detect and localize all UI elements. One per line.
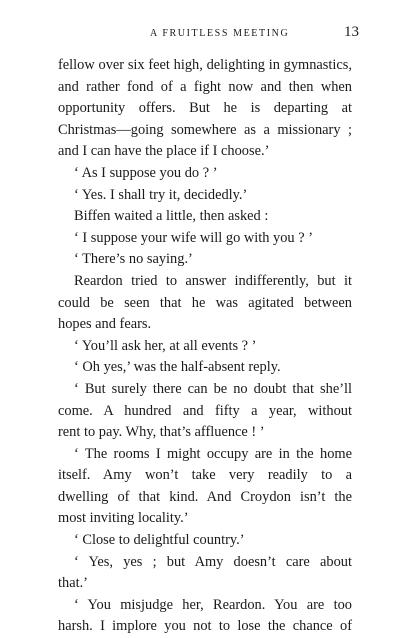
body-text [58,55,352,638]
text-line: rent to pay. Why, that’s affluence ! ’ [58,424,265,441]
text-line: dwelling of that kind. And Croydon isn’t the [58,488,352,505]
text-line: fellow over six feet high, delighting in gymnastics, [58,57,352,73]
page-number: 13 [344,24,359,40]
text-line: and rather fond of a fight now and then when [58,78,352,95]
text-line: ‘ You misjudge her, Reardon. You are too [74,596,352,613]
text-line: ‘ The rooms I might occupy are in the home [74,445,352,462]
text-line: ‘ Close to delightful country.’ [74,532,245,549]
text-line: Reardon tried to answer indifferently, but it [74,272,352,289]
text-line: opportunity offers. But he is departing at [58,100,352,117]
text-line: ‘ Oh yes,’ was the half-absent reply. [74,359,281,376]
text-line: Biffen waited a little, then asked : [74,208,269,225]
text-line: Christmas—going somewhere as a missionary ; [58,121,352,138]
text-line: itself. Amy won’t take very readily to a [58,467,352,484]
text-line: ‘ Yes. I shall try it, decidedly.’ [74,186,248,203]
text-line: ‘ I suppose your wife will go with you ? ’ [74,229,314,246]
text-line: ‘ There’s no saying.’ [74,251,193,268]
text-line: and I can have the place if I choose.’ [58,143,270,160]
text-line: ‘ Yes, yes ; but Amy doesn’t care about [74,553,352,570]
text-line: come. A hundred and fifty a year, without [58,402,352,419]
text-line: hopes and fears. [58,316,152,333]
text-line: that.’ [58,575,88,592]
text-line: could be seen that he was agitated between [58,294,352,311]
running-head: A FRUITLESS MEETING [150,28,290,39]
text-line: harsh. I implore you not to lose the chance of [58,618,352,635]
text-line: most inviting locality.’ [58,510,189,527]
text-line: ‘ You’ll ask her, at all events ? ’ [74,337,257,354]
text-line: ‘ But surely there can be no doubt that she’ll [74,380,352,397]
text-line: ‘ As I suppose you do ? ’ [74,164,218,181]
